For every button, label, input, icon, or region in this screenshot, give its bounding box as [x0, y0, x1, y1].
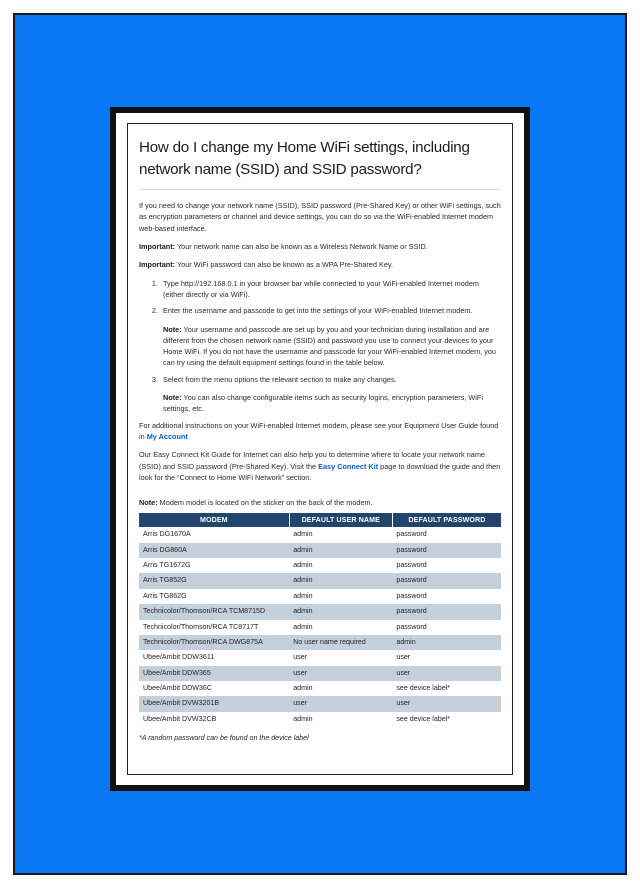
cell-modem: Technicolor/Thomson/RCA TC8717T: [143, 622, 259, 631]
cell-modem: Arris DG1670A: [143, 530, 191, 539]
cell-modem: Arris DG860A: [143, 545, 187, 554]
cell-password: see device label*: [396, 714, 451, 723]
step-text-1: Type http://192.168.0.1 in your browser bar while connected to your WiFi-enabled Internet modem (either directly or via WiFi).: [163, 278, 479, 299]
important-label-2: Important:: [139, 260, 176, 270]
table-row: [139, 527, 501, 542]
step-3-note: [163, 392, 501, 415]
article-card-white: [116, 113, 524, 785]
note-text-1: Your username and passcode are set up by you and your technician during installation and are different from the chosen network name (SSID) and password you use to connect your devices to your Home WiFi. If you do not have the username and passcode for your WiFi-enabled Internet modem, you can try using the default equipment settings found in the table below.: [163, 324, 496, 368]
cell-username: admin: [293, 622, 313, 631]
modem-sticker-note: [139, 497, 501, 508]
easy-connect-kit-link[interactable]: Easy Connect Kit: [318, 461, 379, 471]
step-item-2: [160, 305, 501, 368]
important-note-2: [139, 259, 501, 270]
modem-defaults-table: [139, 513, 501, 727]
intro-paragraph: If you need to change your network name (SSID), SSID password (Pre-Shared Key) or other WiFi settings, such as encryption parameters or channel and device settings, you can do so via the WiFi-enabled Internet modem web-based interface.: [139, 201, 501, 233]
cell-username: No user name required: [293, 637, 366, 646]
cell-modem: Ubee/Ambit DDW3611: [143, 653, 215, 662]
cell-password: password: [396, 607, 427, 616]
cell-modem: Technicolor/Thomson/RCA DWG875A: [143, 637, 263, 646]
column-header-password: DEFAULT PASSWORD: [392, 513, 501, 527]
cell-password: password: [396, 561, 427, 570]
easy-connect-text-before: Our Easy Connect Kit Guide for Internet can also help you to determine where to locate your network name (SSID) and SSID password (Pre-Shared Key). Visit the: [139, 450, 485, 471]
table-row: [139, 573, 501, 588]
blue-page-background: [13, 13, 627, 875]
equipment-guide-text: For additional instructions on your WiFi-enabled Internet modem, please see your Equipment User Guide found in: [139, 420, 499, 441]
note-text-3: Modem model is located on the sticker on the back of the modem.: [157, 498, 373, 508]
cell-password: user: [396, 699, 411, 708]
cell-username: user: [293, 699, 308, 708]
table-row: [139, 543, 501, 558]
table-row: [139, 589, 501, 604]
cell-password: password: [396, 622, 427, 631]
step-item-3: [160, 374, 501, 415]
column-header-username: DEFAULT USER NAME: [289, 513, 392, 527]
cell-username: admin: [293, 530, 313, 539]
table-row: [139, 635, 501, 650]
table-row: [139, 696, 501, 711]
table-body: [139, 527, 501, 727]
cell-username: admin: [293, 683, 313, 692]
cell-username: admin: [293, 714, 313, 723]
table-row: [139, 650, 501, 665]
important-text-2: Your WiFi password can also be known as a WPA Pre-Shared Key.: [175, 260, 394, 270]
important-label-1: Important:: [139, 242, 176, 252]
step-text-3: Select from the menu options the relevant section to make any changes.: [163, 374, 397, 384]
note-label-1: Note:: [163, 324, 182, 334]
table-row: [139, 681, 501, 696]
table-row: [139, 558, 501, 573]
easy-connect-text-after: page to download the guide and then look for the “Connect to Home WiFi Network” section.: [139, 461, 501, 482]
table-row: [139, 620, 501, 635]
table-footnote: *A random password can be found on the device label: [139, 734, 309, 743]
cell-username: user: [293, 653, 308, 662]
important-note-1: [139, 241, 501, 252]
cell-password: admin: [396, 637, 416, 646]
equipment-guide-paragraph: [139, 420, 501, 443]
cell-modem: Technicolor/Thomson/RCA TCM8715D: [143, 607, 266, 616]
cell-password: password: [396, 576, 427, 585]
note-text-2: You can also change configurable items such as security logins, encryption parameters, WiFi settings, etc.: [163, 393, 484, 414]
cell-username: user: [293, 668, 308, 677]
cell-password: password: [396, 530, 427, 539]
my-account-link[interactable]: My Account: [146, 431, 188, 441]
article-content-box: [127, 123, 513, 775]
table-header: [139, 513, 501, 527]
table-row: [139, 666, 501, 681]
step-2-note: [163, 324, 501, 369]
cell-modem: Ubee/Ambit DVW3201B: [143, 699, 220, 708]
cell-password: user: [396, 668, 411, 677]
page-title: How do I change my Home WiFi settings, including network name (SSID) and SSID password?: [139, 139, 470, 178]
cell-username: admin: [293, 576, 313, 585]
instruction-steps: [139, 278, 501, 415]
title-divider: [139, 189, 501, 190]
cell-password: see device label*: [396, 683, 451, 692]
step-text-2: Enter the username and passcode to get into the settings of your WiFi-enabled Internet modem.: [163, 306, 473, 316]
cell-modem: Ubee/Ambit DVW32CB: [143, 714, 217, 723]
table-header-row: [139, 513, 501, 527]
cell-modem: Arris TG852G: [143, 576, 187, 585]
important-text-1: Your network name can also be known as a Wireless Network Name or SSID.: [175, 242, 428, 252]
note-label-2: Note:: [163, 393, 182, 403]
cell-modem: Ubee/Ambit DDW36C: [143, 683, 212, 692]
table-row: [139, 712, 501, 727]
cell-modem: Ubee/Ambit DDW365: [143, 668, 211, 677]
cell-username: admin: [293, 607, 313, 616]
cell-username: admin: [293, 591, 313, 600]
article-card-frame: [110, 107, 530, 791]
cell-password: password: [396, 545, 427, 554]
cell-password: user: [396, 653, 411, 662]
cell-modem: Arris TG1672G: [143, 561, 191, 570]
table-row: [139, 604, 501, 619]
cell-username: admin: [293, 561, 313, 570]
cell-password: password: [396, 591, 427, 600]
cell-username: admin: [293, 545, 313, 554]
column-header-modem: MODEM: [139, 513, 289, 527]
easy-connect-paragraph: [139, 449, 501, 483]
cell-modem: Arris TG862G: [143, 591, 187, 600]
step-item-1: [160, 278, 501, 301]
note-label-3: Note:: [139, 498, 158, 508]
